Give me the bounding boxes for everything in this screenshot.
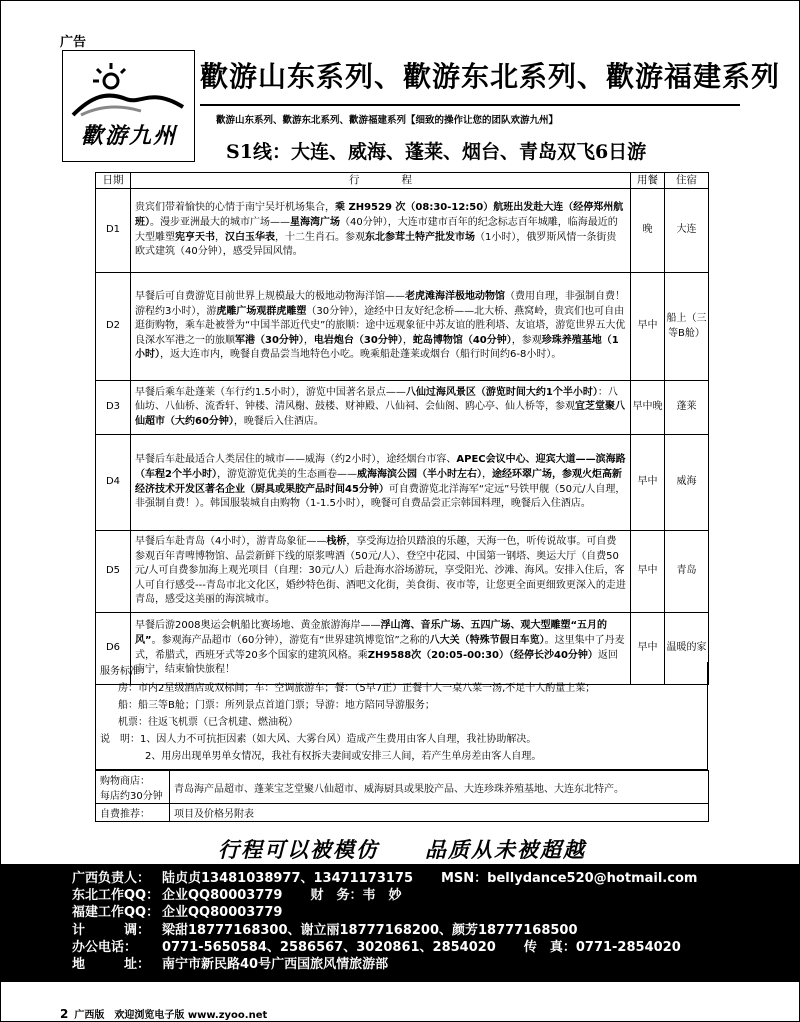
itinerary-text-part: （30分钟），途经中日友好纪念桥——北大桥、燕窝岭，贵宾们也可自由逛街购物，乘车赴被誉为“中国半部近代史”的旅顺：途中远观象征中苏友谊的胜利塔、友谊塔，游览世界五大优良深水军港之一的旅顺 [135, 305, 626, 346]
itinerary-text-part: APEC会议中心、迎宾大道——滨海路（车程2个半小时） [135, 454, 626, 480]
page-number: 2 [60, 1007, 69, 1021]
itinerary-text-part: 珍珠养殖基地（1小时） [135, 334, 619, 361]
itinerary-stay: 青岛 [665, 531, 709, 613]
contact-finance: 财 务：韦 妙 [310, 888, 402, 904]
itinerary-text-part: 。参观海产品超市（60分钟），游览有“世界建筑博览馆”之称的 [151, 634, 430, 646]
itinerary-text-part: ， [481, 468, 492, 480]
ad-tag: 广告 [60, 35, 87, 50]
self-pay-row [96, 804, 709, 822]
itinerary-text-part: 电岩炮台（30分钟） [313, 334, 403, 346]
itinerary-text-part: 可自费游览北洋海军“定远”号铁甲舰（50元/人自理，非强制自费！）。韩国服装城自由购物（1-1.5小时），晚餐可自费品尝正宗韩国料理，晚餐后入住酒店。 [135, 483, 626, 510]
services-line-1: 房：市内2星级酒店或双标间；车：空调旅游车；餐：（5早7正）正餐十人一桌八菜一汤,不足十人酌量上菜； [118, 683, 596, 694]
sun-mountain-logo-icon [71, 57, 186, 119]
contact-row-phone [72, 939, 800, 956]
logo-box [62, 50, 195, 162]
itinerary-text-part: ，享受海边拾贝踏浪的乐趣，天海一色，听传说故事。可自费参观百年青啤博物馆、品尝新鲜下线的原浆啤酒（50元/人）、登空中花园、中国第一钢塔、奥运大厅（自费50元/人可自费参加海上观光项目（自理：30元/人）后赴海水浴场游玩，享受阳光、沙滩、海风。安排入住后，客人可自行感受---青岛市北文化区，婚纱特色街、酒吧文化街，美食街、夜市等，让您更全面更细致更深入的走进青岛，感受这美丽的海滨城市。 [135, 536, 626, 606]
footer [60, 1006, 267, 1021]
slogan: 行程可以被模仿 品质从未被超越 [218, 837, 586, 862]
itinerary-text-part: 老虎滩海洋极地动物馆 [405, 291, 505, 303]
itinerary-text-part: 乘 ZH9529 次（08:30-12:50）航班出发赴大连（经停郑州航班） [135, 202, 624, 228]
route-title: S1线：大连、威海、蓬莱、烟台、青岛双飞6日游 [226, 141, 647, 163]
itinerary-row [96, 273, 709, 381]
itinerary-description [131, 189, 631, 273]
services-title: 服务标准： [100, 666, 150, 677]
itinerary-text-part: 栈桥 [326, 536, 347, 548]
itinerary-row [96, 531, 709, 613]
headline-rule [200, 104, 740, 106]
note-label: 说 明： [100, 734, 140, 745]
itinerary-meal: 早中 [631, 531, 665, 613]
itinerary-text-part: 浮山湾、音乐广场、五四广场、观大型雕塑“五月的风” [135, 620, 608, 646]
itinerary-text-part: 汉白玉华表 [225, 231, 275, 243]
itinerary-meal: 早中晚 [631, 381, 665, 435]
contact-row-northeast [72, 887, 800, 904]
itinerary-text-part: 军港（30分钟） [235, 334, 304, 346]
header-stay: 住宿 [665, 173, 709, 189]
itinerary-stay: 温暖的家 [665, 613, 709, 685]
itinerary-text-part: 早餐后游2008奥运会帆船比赛场地、黄金旅游海岸—— [135, 620, 381, 632]
itinerary-text-part: 。这里集中了丹麦式，希腊式，西班牙式等20多个国家的建筑风格。乘 [135, 634, 625, 661]
itinerary-text-part: ， [303, 334, 314, 346]
itinerary-day: D2 [96, 273, 131, 381]
shop-row [96, 771, 709, 804]
itinerary-text-part: 威海海滨公园（半小时左右） [356, 468, 482, 480]
contact-value: 梁甜18777168300、谢立丽18777168200、颜芳18777168500 [162, 922, 578, 938]
service-standards [95, 662, 708, 770]
note-1-text: 1、因人力不可抗拒因素（如大风、大雾台风）造成产生费用由客人自理，我社协助解决。 [140, 734, 537, 745]
contact-block [0, 864, 800, 982]
shopping-table [95, 770, 709, 822]
itinerary-stay: 船上（三等B舱） [665, 273, 709, 381]
contact-label: 东北工作QQ： [72, 888, 160, 904]
itinerary-text-part: ，返大连市内，晚餐自费品尝当地特色小吃。晚乘船赴蓬莱或烟台（船行时间约6-8小时）。 [160, 349, 562, 361]
self-pay-value: 项目及价格另附表 [170, 804, 709, 822]
itinerary-text-part: ，参观 [511, 334, 542, 346]
contact-msn: MSN：bellydance520@hotmail.com [441, 871, 698, 886]
itinerary-day: D1 [96, 189, 131, 273]
contact-label: 广西负责人： [72, 871, 151, 886]
itinerary-day: D6 [96, 613, 131, 685]
itinerary-meal: 早中 [631, 435, 665, 531]
itinerary-text-part: 早餐后车赴最适合人类居住的城市——威海（约2小时），途经烟台市容、 [135, 454, 457, 466]
headline: 歡游山东系列、歡游东北系列、歡游福建系列 [200, 60, 781, 93]
itinerary-text-part: 蛇岛博物馆（40分钟） [412, 334, 512, 346]
itinerary-text-part: ， [402, 334, 413, 346]
itinerary-text-part: ，游览游览优美的生态画卷—— [216, 468, 357, 480]
contact-row-manager [72, 870, 800, 887]
itinerary-description [131, 273, 631, 381]
itinerary-text-part: 贵宾们带着愉快的心情于南宁吴圩机场集合， [135, 202, 335, 214]
itinerary-text-part: 宜芝堂聚八仙超市（大约60分钟） [135, 401, 625, 427]
itinerary-text-part: 途经环翠广场，参观火炬高新经济技术开发区著名企业（厨具或果胶产品时间45分钟） [135, 468, 622, 495]
itinerary-text-part: 虎雕广场观群虎雕塑 [216, 305, 307, 317]
shop-label-line-1: 购物商店： [100, 776, 150, 787]
itinerary-text-part: 八仙过海风景区（游览时间大约1个半小时） [405, 386, 598, 398]
itinerary-text-part: 早餐后可自费游览目前世界上规模最大的极地动物海洋馆—— [135, 291, 405, 303]
shop-label [96, 771, 170, 804]
contact-value: 企业QQ80003779 [162, 905, 283, 921]
header-meal: 用餐 [631, 173, 665, 189]
contact-value: 0771-5650584、2586567、3020861、2854020 [162, 939, 496, 955]
itinerary-stay: 威海 [665, 435, 709, 531]
itinerary-text-part: 。漫步亚洲最大的城市广场—— [150, 216, 290, 228]
logo-text: 歡游九州 [80, 123, 177, 149]
itinerary-text-part: 早餐后乘车赴蓬莱（车行约1.5小时），游览中国著名景点—— [135, 386, 406, 398]
itinerary-row [96, 435, 709, 531]
contact-row-planner [72, 922, 800, 939]
itinerary-day: D4 [96, 435, 131, 531]
contact-label: 计 调： [72, 922, 151, 938]
header-day: 日期 [96, 173, 131, 189]
subline: 歡游山东系列、歡游东北系列、歡游福建系列【细致的操作让您的团队欢游九州】 [216, 115, 559, 126]
itinerary-description [131, 531, 631, 613]
itinerary-text-part: ，十二生肖石。参观 [275, 231, 365, 243]
itinerary-text-part: ZH9588次（20:05-00:30）（经停长沙40分钟） [367, 649, 598, 661]
shop-label-line-2: 每店约30分钟 [100, 791, 163, 802]
itinerary-text-part: ， [215, 231, 225, 243]
contact-value: 陆贞贞13481038977、13471173175 [162, 871, 413, 886]
itinerary-meal: 早中 [631, 273, 665, 381]
services-note-2: 2、用房出现单男单女情况，我社有权拆夫妻间或安排三人间，若产生单房差由客人自理。 [145, 751, 542, 762]
itinerary-meal: 早中 [631, 613, 665, 685]
shop-value: 青岛海产品超市、蓬莱宝芝堂聚八仙超市、威海厨具或果胶产品、大连珍珠养殖基地、大连东北特产。 [170, 771, 709, 804]
contact-value: 企业QQ80003779 [162, 888, 283, 904]
itinerary-text-part: 八大关（特殊节假日车览） [429, 634, 545, 646]
services-line-3: 机票：往返飞机票（已含机建、燃油税） [118, 717, 298, 728]
itinerary-row [96, 189, 709, 273]
contact-label: 地 址： [72, 957, 151, 973]
footer-text: 广西版 欢迎浏览电子版 www.zyoo.net [74, 1010, 268, 1021]
itinerary-description [131, 435, 631, 531]
itinerary-text-part: ，晚餐后入住酒店。 [233, 415, 324, 427]
contact-value: 南宁市新民路40号广西国旅风情旅游部 [162, 957, 389, 973]
itinerary-table [95, 172, 709, 685]
services-note-1 [100, 731, 703, 748]
itinerary-meal: 晚 [631, 189, 665, 273]
itinerary-description [131, 381, 631, 435]
itinerary-stay: 蓬莱 [665, 381, 709, 435]
itinerary-row [96, 381, 709, 435]
contact-fax: 传 真：0771-2854020 [523, 939, 681, 955]
header-route: 行 程 [131, 173, 631, 189]
self-pay-label: 自费推荐： [96, 804, 170, 822]
contact-label: 办公电话： [72, 939, 138, 955]
itinerary-text-part: （费用自理，非强制自费！游程约3小时），游 [135, 291, 625, 317]
services-line-2: 船：船三等B舱；门票：所列景点首道门票；导游：地方陪同导游服务； [118, 700, 435, 711]
itinerary-day: D3 [96, 381, 131, 435]
itinerary-text-part: （1小时），俄罗斯风情一条街贵欧式建筑（40分钟），感受异国风情。 [135, 231, 617, 258]
itinerary-header-row [96, 173, 709, 189]
itinerary-text-part: ：八仙坊、八仙桥、流香轩、钟楼、清风榭、鼓楼、财神殿、八仙祠、会仙阁、鸥心亭、仙人桥等，参观 [135, 386, 618, 413]
itinerary-day: D5 [96, 531, 131, 613]
itinerary-stay: 大连 [665, 189, 709, 273]
itinerary-text-part: 星海湾广场 [290, 216, 340, 228]
contact-label: 福建工作QQ： [72, 905, 160, 921]
itinerary-text-part: 返回南宁，结束愉快旅程！ [135, 649, 618, 676]
itinerary-text-part: （40分钟），大连市建市百年的纪念标志百年城雕，临海最近的大型雕塑 [135, 216, 618, 243]
itinerary-text-part: 宪亨天书 [175, 231, 215, 243]
itinerary-text-part: 东北参茸土特产批发市场 [365, 231, 475, 243]
contact-row-address [72, 956, 800, 973]
contact-row-fujian [72, 904, 800, 921]
itinerary-text-part: 早餐后车赴青岛（4小时），游青岛象征—— [135, 536, 327, 548]
